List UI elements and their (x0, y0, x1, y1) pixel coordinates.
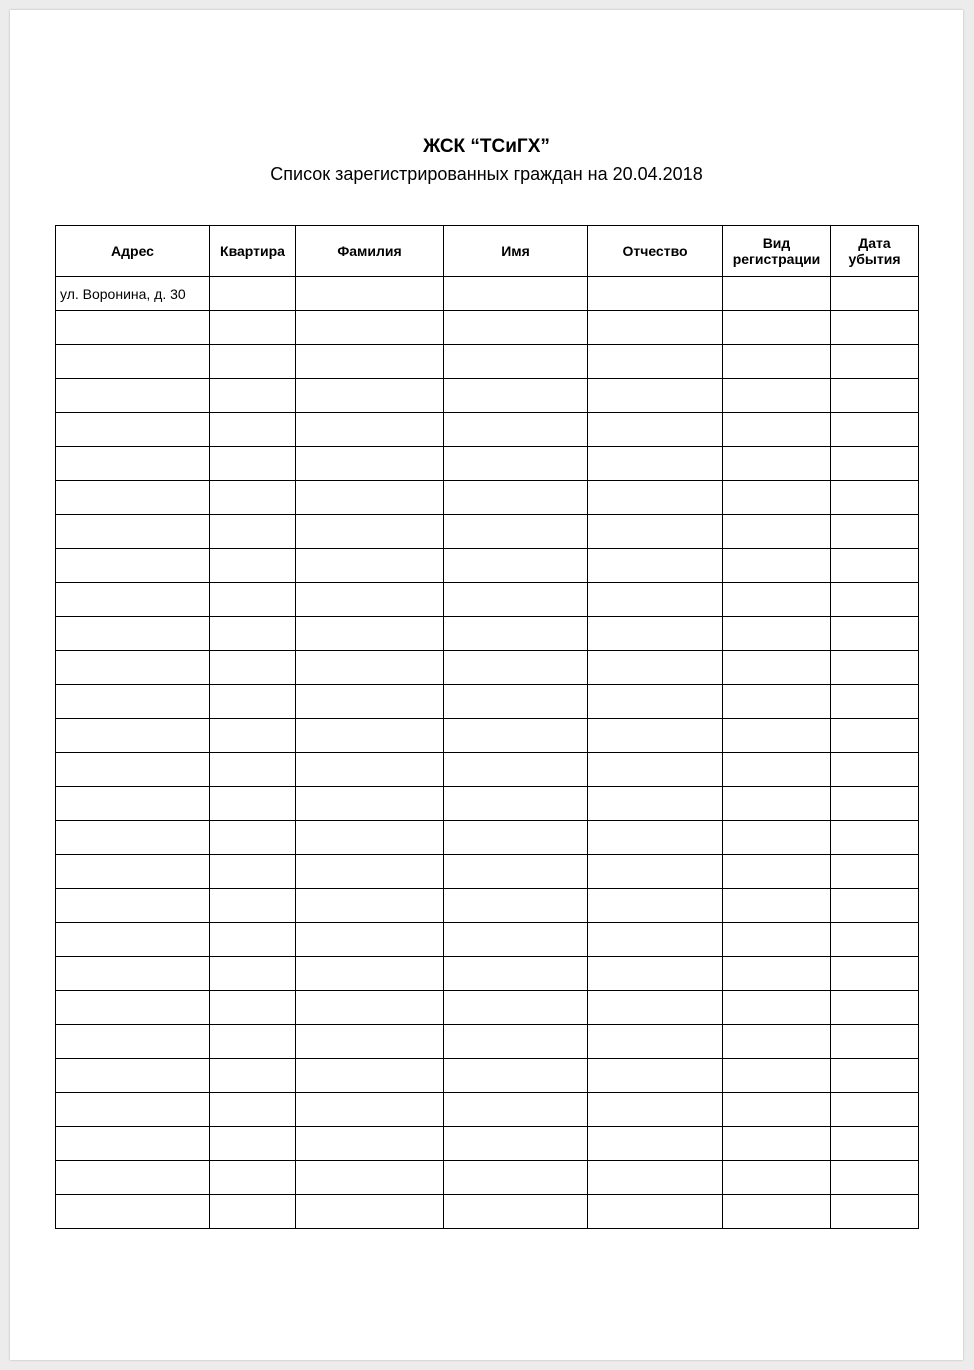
cell-surname (296, 787, 444, 821)
cell-surname (296, 549, 444, 583)
cell-apartment (210, 515, 296, 549)
cell-surname (296, 855, 444, 889)
cell-surname (296, 1161, 444, 1195)
cell-departure-date (831, 719, 919, 753)
cell-patronymic (588, 753, 723, 787)
cell-name (444, 481, 588, 515)
cell-name (444, 549, 588, 583)
table-row (56, 447, 919, 481)
cell-address (56, 379, 210, 413)
cell-name (444, 753, 588, 787)
cell-address (56, 345, 210, 379)
cell-surname (296, 685, 444, 719)
cell-name (444, 889, 588, 923)
cell-departure-date (831, 855, 919, 889)
cell-departure-date (831, 1093, 919, 1127)
cell-registration-type (723, 1025, 831, 1059)
table-row (56, 345, 919, 379)
table-row (56, 379, 919, 413)
cell-patronymic (588, 549, 723, 583)
cell-registration-type (723, 481, 831, 515)
cell-name (444, 957, 588, 991)
cell-apartment (210, 617, 296, 651)
cell-apartment (210, 1025, 296, 1059)
cell-name (444, 1025, 588, 1059)
cell-registration-type (723, 651, 831, 685)
cell-patronymic (588, 515, 723, 549)
cell-surname (296, 379, 444, 413)
cell-apartment (210, 311, 296, 345)
table-row (56, 515, 919, 549)
cell-address (56, 1093, 210, 1127)
cell-registration-type (723, 787, 831, 821)
cell-surname (296, 1059, 444, 1093)
cell-address (56, 515, 210, 549)
cell-departure-date (831, 651, 919, 685)
table-row (56, 821, 919, 855)
cell-address (56, 719, 210, 753)
cell-registration-type (723, 821, 831, 855)
cell-address (56, 549, 210, 583)
cell-name (444, 787, 588, 821)
cell-patronymic (588, 413, 723, 447)
cell-departure-date (831, 991, 919, 1025)
table-row (56, 991, 919, 1025)
cell-address (56, 855, 210, 889)
cell-name (444, 855, 588, 889)
cell-registration-type (723, 345, 831, 379)
cell-registration-type (723, 617, 831, 651)
cell-departure-date (831, 1127, 919, 1161)
cell-departure-date (831, 1195, 919, 1229)
cell-address (56, 753, 210, 787)
cell-apartment (210, 787, 296, 821)
cell-departure-date (831, 515, 919, 549)
cell-address (56, 1195, 210, 1229)
cell-departure-date (831, 583, 919, 617)
cell-surname (296, 617, 444, 651)
document-subtitle: Список зарегистрированных граждан на 20.04.2018 (270, 164, 703, 184)
cell-patronymic (588, 1195, 723, 1229)
registered-citizens-table (55, 225, 919, 1229)
column-header-apartment: Квартира (210, 226, 296, 277)
cell-address (56, 923, 210, 957)
cell-departure-date (831, 379, 919, 413)
cell-departure-date (831, 957, 919, 991)
cell-name (444, 1195, 588, 1229)
cell-departure-date (831, 1059, 919, 1093)
cell-surname (296, 1127, 444, 1161)
cell-name (444, 821, 588, 855)
cell-registration-type (723, 685, 831, 719)
cell-address (56, 1161, 210, 1195)
cell-apartment (210, 889, 296, 923)
table-row (56, 311, 919, 345)
table-row (56, 1025, 919, 1059)
cell-departure-date (831, 787, 919, 821)
cell-apartment (210, 1093, 296, 1127)
cell-surname (296, 991, 444, 1025)
cell-name (444, 515, 588, 549)
cell-patronymic (588, 821, 723, 855)
cell-departure-date (831, 481, 919, 515)
cell-name (444, 583, 588, 617)
cell-name (444, 413, 588, 447)
cell-departure-date (831, 821, 919, 855)
column-header-registration-type: Вид регистрации (723, 226, 831, 277)
cell-departure-date (831, 413, 919, 447)
column-header-surname: Фамилия (296, 226, 444, 277)
cell-address (56, 311, 210, 345)
cell-address (56, 583, 210, 617)
cell-departure-date (831, 923, 919, 957)
cell-apartment (210, 583, 296, 617)
cell-address: ул. Воронина, д. 30 (56, 277, 210, 311)
cell-name (444, 991, 588, 1025)
cell-address (56, 821, 210, 855)
cell-apartment (210, 651, 296, 685)
table-header-row (56, 226, 919, 277)
table-row (56, 413, 919, 447)
cell-apartment (210, 685, 296, 719)
cell-name (444, 719, 588, 753)
cell-apartment (210, 821, 296, 855)
cell-registration-type (723, 957, 831, 991)
cell-surname (296, 719, 444, 753)
column-header-departure-date: Дата убытия (831, 226, 919, 277)
cell-patronymic (588, 855, 723, 889)
cell-patronymic (588, 447, 723, 481)
column-header-name: Имя (444, 226, 588, 277)
column-header-patronymic: Отчество (588, 226, 723, 277)
cell-apartment (210, 1059, 296, 1093)
cell-name (444, 1161, 588, 1195)
table-row (56, 549, 919, 583)
cell-name (444, 345, 588, 379)
cell-patronymic (588, 957, 723, 991)
table-row (56, 923, 919, 957)
cell-surname (296, 345, 444, 379)
cell-name (444, 447, 588, 481)
cell-address (56, 1025, 210, 1059)
cell-registration-type (723, 311, 831, 345)
cell-registration-type (723, 1161, 831, 1195)
cell-departure-date (831, 447, 919, 481)
cell-address (56, 1127, 210, 1161)
cell-name (444, 311, 588, 345)
cell-patronymic (588, 1127, 723, 1161)
table-row (56, 787, 919, 821)
cell-name (444, 1093, 588, 1127)
cell-departure-date (831, 685, 919, 719)
cell-surname (296, 277, 444, 311)
cell-surname (296, 753, 444, 787)
cell-address (56, 889, 210, 923)
cell-surname (296, 1025, 444, 1059)
cell-departure-date (831, 345, 919, 379)
cell-departure-date (831, 1025, 919, 1059)
cell-registration-type (723, 923, 831, 957)
cell-patronymic (588, 311, 723, 345)
cell-surname (296, 651, 444, 685)
table-body (56, 277, 919, 1229)
cell-patronymic (588, 617, 723, 651)
cell-patronymic (588, 1161, 723, 1195)
cell-surname (296, 447, 444, 481)
cell-address (56, 651, 210, 685)
table-row (56, 1195, 919, 1229)
table-row (56, 651, 919, 685)
cell-name (444, 379, 588, 413)
cell-address (56, 447, 210, 481)
cell-apartment (210, 753, 296, 787)
cell-patronymic (588, 651, 723, 685)
cell-apartment (210, 277, 296, 311)
cell-registration-type (723, 447, 831, 481)
cell-registration-type (723, 991, 831, 1025)
cell-patronymic (588, 379, 723, 413)
cell-apartment (210, 413, 296, 447)
cell-patronymic (588, 889, 723, 923)
cell-departure-date (831, 889, 919, 923)
cell-registration-type (723, 1195, 831, 1229)
cell-apartment (210, 991, 296, 1025)
cell-apartment (210, 481, 296, 515)
table-row (56, 583, 919, 617)
cell-name (444, 617, 588, 651)
table-row (56, 1059, 919, 1093)
cell-apartment (210, 447, 296, 481)
table-row (56, 957, 919, 991)
cell-patronymic (588, 1059, 723, 1093)
cell-registration-type (723, 719, 831, 753)
document-page (10, 10, 963, 1360)
cell-departure-date (831, 277, 919, 311)
cell-address (56, 481, 210, 515)
cell-patronymic (588, 685, 723, 719)
cell-apartment (210, 345, 296, 379)
cell-patronymic (588, 583, 723, 617)
table-row (56, 617, 919, 651)
cell-address (56, 991, 210, 1025)
cell-surname (296, 923, 444, 957)
cell-registration-type (723, 379, 831, 413)
cell-apartment (210, 1161, 296, 1195)
cell-name (444, 685, 588, 719)
cell-departure-date (831, 549, 919, 583)
cell-registration-type (723, 413, 831, 447)
cell-surname (296, 515, 444, 549)
cell-registration-type (723, 549, 831, 583)
cell-apartment (210, 923, 296, 957)
cell-departure-date (831, 1161, 919, 1195)
cell-registration-type (723, 277, 831, 311)
cell-registration-type (723, 889, 831, 923)
cell-apartment (210, 719, 296, 753)
cell-registration-type (723, 515, 831, 549)
cell-registration-type (723, 1093, 831, 1127)
cell-address (56, 957, 210, 991)
cell-address (56, 1059, 210, 1093)
cell-patronymic (588, 719, 723, 753)
table-row (56, 855, 919, 889)
document-title: ЖСК “ТСиГХ” (423, 136, 550, 157)
cell-surname (296, 583, 444, 617)
cell-surname (296, 413, 444, 447)
table-row (56, 1127, 919, 1161)
cell-departure-date (831, 617, 919, 651)
cell-name (444, 923, 588, 957)
cell-name (444, 651, 588, 685)
cell-name (444, 277, 588, 311)
cell-apartment (210, 379, 296, 413)
cell-apartment (210, 1195, 296, 1229)
cell-apartment (210, 1127, 296, 1161)
cell-apartment (210, 957, 296, 991)
cell-name (444, 1127, 588, 1161)
cell-patronymic (588, 481, 723, 515)
table-row (56, 889, 919, 923)
cell-apartment (210, 855, 296, 889)
cell-surname (296, 957, 444, 991)
cell-patronymic (588, 991, 723, 1025)
cell-departure-date (831, 753, 919, 787)
cell-departure-date (831, 311, 919, 345)
cell-registration-type (723, 1059, 831, 1093)
cell-address (56, 685, 210, 719)
cell-patronymic (588, 345, 723, 379)
column-header-address: Адрес (56, 226, 210, 277)
cell-patronymic (588, 1093, 723, 1127)
cell-patronymic (588, 1025, 723, 1059)
cell-registration-type (723, 1127, 831, 1161)
table-row (56, 277, 919, 311)
cell-apartment (210, 549, 296, 583)
cell-patronymic (588, 787, 723, 821)
cell-patronymic (588, 923, 723, 957)
table-row (56, 719, 919, 753)
cell-surname (296, 1093, 444, 1127)
table-row (56, 481, 919, 515)
cell-registration-type (723, 583, 831, 617)
cell-address (56, 787, 210, 821)
cell-name (444, 1059, 588, 1093)
cell-surname (296, 481, 444, 515)
cell-surname (296, 821, 444, 855)
cell-address (56, 413, 210, 447)
table-row (56, 1161, 919, 1195)
cell-patronymic (588, 277, 723, 311)
cell-surname (296, 1195, 444, 1229)
table-row (56, 685, 919, 719)
cell-registration-type (723, 855, 831, 889)
cell-surname (296, 311, 444, 345)
table-row (56, 1093, 919, 1127)
cell-registration-type (723, 753, 831, 787)
cell-surname (296, 889, 444, 923)
cell-address (56, 617, 210, 651)
table-row (56, 753, 919, 787)
